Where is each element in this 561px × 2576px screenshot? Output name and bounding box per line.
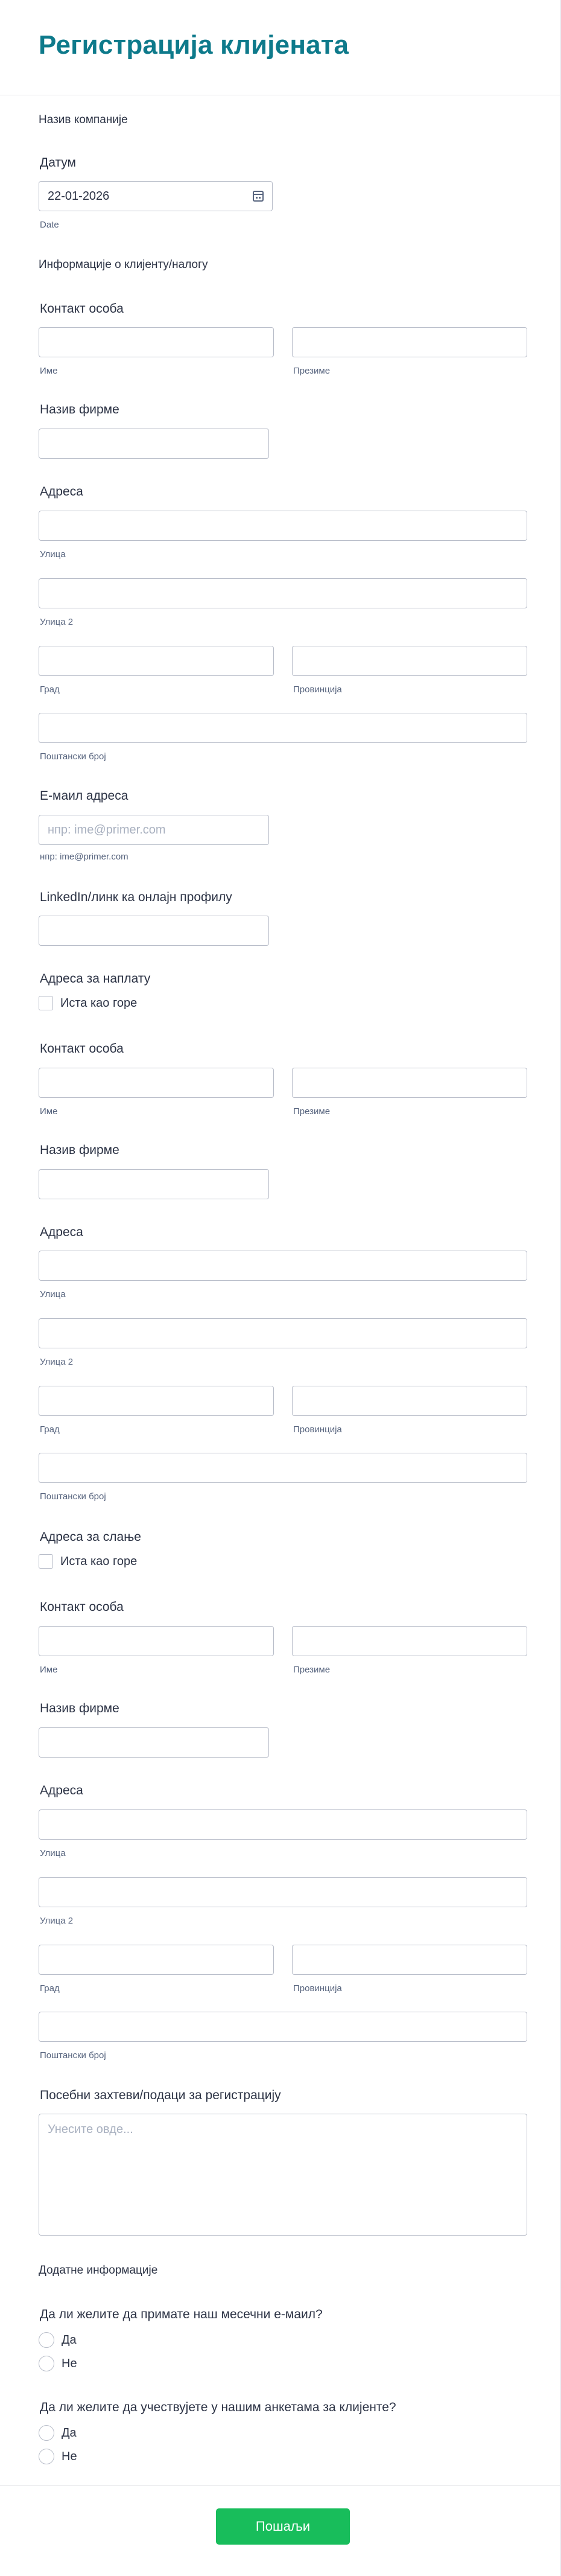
city-sublabel: Град — [40, 684, 60, 695]
billing-same-label: Иста као горе — [60, 996, 138, 1010]
survey-question: Да ли желите да учествујете у нашим анкетама за клијенте? — [40, 2400, 396, 2414]
street-sublabel: Улица — [40, 549, 66, 560]
billing-same-checkbox[interactable] — [39, 996, 53, 1010]
billing-first-name-sublabel: Име — [40, 1106, 58, 1117]
postal-sublabel: Поштански број — [40, 751, 106, 762]
billing-last-name-input[interactable] — [292, 1068, 527, 1098]
shipping-province-input[interactable] — [292, 1945, 527, 1975]
shipping-city-input[interactable] — [39, 1945, 274, 1975]
newsletter-no-radio[interactable] — [39, 2356, 54, 2371]
newsletter-yes-label: Да — [62, 2333, 77, 2347]
province-input[interactable] — [292, 646, 527, 676]
billing-address-heading: Адреса за наплату — [40, 972, 151, 986]
survey-yes-option[interactable] — [39, 2425, 77, 2441]
last-name-sublabel: Презиме — [293, 366, 331, 376]
survey-no-radio[interactable] — [39, 2449, 54, 2464]
billing-first-name-input[interactable] — [39, 1068, 274, 1098]
newsletter-no-label: Не — [62, 2356, 77, 2370]
billing-same-as-above[interactable] — [39, 996, 137, 1010]
shipping-last-name-sublabel: Презиме — [293, 1665, 331, 1675]
company-label: Назив фирме — [40, 403, 119, 416]
billing-street2-input[interactable] — [39, 1318, 527, 1348]
form-title: Регистрација клијената — [39, 30, 349, 60]
city-input[interactable] — [39, 646, 274, 676]
contact-first-name-input[interactable] — [39, 327, 274, 357]
shipping-street2-input[interactable] — [39, 1877, 527, 1907]
billing-city-input[interactable] — [39, 1386, 274, 1416]
date-input[interactable] — [39, 181, 273, 211]
linkedin-input[interactable] — [39, 916, 269, 946]
billing-street-input[interactable] — [39, 1251, 527, 1281]
newsletter-yes-radio[interactable] — [39, 2332, 54, 2348]
client-info-heading: Информације о клијенту/налогу — [39, 258, 208, 271]
contact-person-label: Контакт особа — [40, 302, 124, 316]
billing-postal-sublabel: Поштански број — [40, 1491, 106, 1502]
shipping-same-checkbox[interactable] — [39, 1554, 53, 1569]
shipping-same-as-above[interactable] — [39, 1554, 137, 1569]
shipping-company-input[interactable] — [39, 1727, 269, 1758]
shipping-first-name-sublabel: Име — [40, 1665, 58, 1675]
shipping-city-sublabel: Град — [40, 1983, 60, 1994]
shipping-address-heading: Адреса за слање — [40, 1530, 141, 1544]
street2-sublabel: Улица 2 — [40, 617, 74, 627]
shipping-contact-label: Контакт особа — [40, 1600, 124, 1614]
date-sublabel: Date — [40, 220, 59, 230]
special-requests-textarea[interactable] — [39, 2114, 527, 2236]
survey-no-label: Не — [62, 2449, 77, 2463]
postal-input[interactable] — [39, 713, 527, 743]
date-label: Датум — [40, 156, 76, 170]
billing-province-input[interactable] — [292, 1386, 527, 1416]
shipping-last-name-input[interactable] — [292, 1626, 527, 1656]
billing-address-label: Адреса — [40, 1225, 83, 1239]
province-sublabel: Провинција — [293, 684, 342, 695]
newsletter-question: Да ли желите да примате наш месечни е-маил? — [40, 2307, 323, 2321]
newsletter-yes-option[interactable] — [39, 2332, 77, 2348]
submit-button[interactable]: Пошаљи — [216, 2508, 350, 2545]
shipping-postal-input[interactable] — [39, 2012, 527, 2042]
billing-company-label: Назив фирме — [40, 1143, 119, 1157]
billing-postal-input[interactable] — [39, 1453, 527, 1483]
shipping-postal-sublabel: Поштански број — [40, 2050, 106, 2061]
shipping-street2-sublabel: Улица 2 — [40, 1916, 74, 1926]
company-input[interactable] — [39, 429, 269, 459]
address-label: Адреса — [40, 485, 83, 499]
street-input[interactable] — [39, 511, 527, 541]
special-requests-label: Посебни захтеви/подаци за регистрацију — [40, 2088, 281, 2102]
billing-street2-sublabel: Улица 2 — [40, 1357, 74, 1367]
email-input[interactable] — [39, 815, 269, 845]
billing-city-sublabel: Град — [40, 1424, 60, 1435]
company-name-heading: Назив компаније — [39, 113, 128, 126]
form-header — [0, 0, 561, 95]
shipping-company-label: Назив фирме — [40, 1701, 119, 1715]
billing-province-sublabel: Провинција — [293, 1424, 342, 1435]
billing-street-sublabel: Улица — [40, 1289, 66, 1299]
street2-input[interactable] — [39, 578, 527, 608]
email-label: Е-маил адреса — [40, 789, 128, 803]
linkedin-label: LinkedIn/линк ка онлајн профилу — [40, 890, 232, 904]
shipping-province-sublabel: Провинција — [293, 1983, 342, 1994]
shipping-street-sublabel: Улица — [40, 1848, 66, 1858]
shipping-street-input[interactable] — [39, 1809, 527, 1840]
shipping-address-label: Адреса — [40, 1784, 83, 1797]
newsletter-no-option[interactable] — [39, 2356, 77, 2371]
calendar-icon[interactable] — [253, 191, 264, 202]
billing-company-input[interactable] — [39, 1169, 269, 1199]
billing-last-name-sublabel: Презиме — [293, 1106, 331, 1117]
billing-contact-label: Контакт особа — [40, 1042, 124, 1056]
additional-info-heading: Додатне информације — [39, 2264, 158, 2277]
survey-no-option[interactable] — [39, 2449, 77, 2464]
email-sublabel: нпр: ime@primer.com — [40, 852, 128, 862]
first-name-sublabel: Име — [40, 366, 58, 376]
survey-yes-radio[interactable] — [39, 2425, 54, 2441]
shipping-first-name-input[interactable] — [39, 1626, 274, 1656]
date-value: 22-01-2026 — [48, 189, 110, 203]
shipping-same-label: Иста као горе — [60, 1554, 138, 1568]
survey-yes-label: Да — [62, 2426, 77, 2440]
contact-last-name-input[interactable] — [292, 327, 527, 357]
